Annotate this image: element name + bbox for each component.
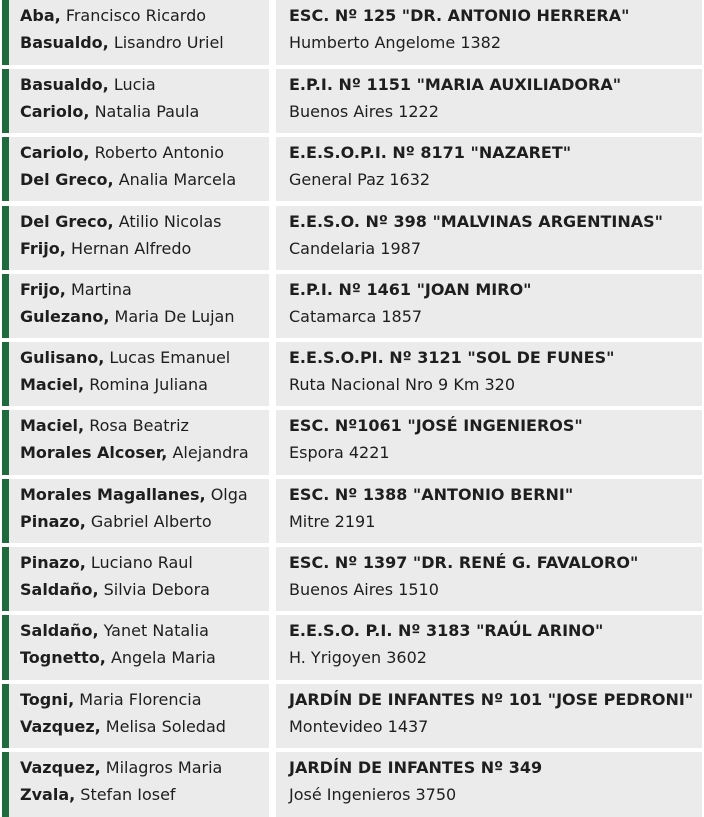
school-name: JARDÍN DE INFANTES Nº 101 "JOSE PEDRONI" xyxy=(289,690,694,709)
surname: Saldaño, xyxy=(20,621,99,640)
surname: Cariolo, xyxy=(20,102,90,121)
school-cell xyxy=(276,479,702,543)
person-name xyxy=(20,348,230,368)
given-name: Silvia Debora xyxy=(103,580,210,599)
person-name xyxy=(20,717,226,737)
school-address: General Paz 1632 xyxy=(289,170,431,189)
surname: Cariolo, xyxy=(20,143,90,162)
school-cell xyxy=(276,0,702,65)
school-name: E.E.S.O.P.I. Nº 8171 "NAZARET" xyxy=(289,143,572,162)
school-address: Candelaria 1987 xyxy=(289,239,421,258)
surname: Aba, xyxy=(20,6,61,25)
person-name xyxy=(20,6,206,26)
person-name xyxy=(20,307,234,327)
person-name xyxy=(20,75,156,95)
school-address: Mitre 2191 xyxy=(289,512,376,531)
person-name xyxy=(20,375,208,395)
surname: Del Greco, xyxy=(20,170,114,189)
surname: Basualdo, xyxy=(20,75,109,94)
given-name: Francisco Ricardo xyxy=(65,6,207,25)
surname: Vazquez, xyxy=(20,758,101,777)
school-cell xyxy=(276,615,702,680)
table-row xyxy=(0,615,704,680)
surname: Pinazo, xyxy=(20,553,86,572)
surname: Vazquez, xyxy=(20,717,101,736)
surname: Saldaño, xyxy=(20,580,99,599)
surname: Morales Magallanes, xyxy=(20,485,206,504)
given-name: Luciano Raul xyxy=(90,553,193,572)
table-row xyxy=(0,206,704,270)
given-name: Alejandra xyxy=(172,443,249,462)
school-cell xyxy=(276,342,702,406)
school-address: Humberto Angelome 1382 xyxy=(289,33,502,52)
school-name: ESC. Nº1061 "JOSÉ INGENIEROS" xyxy=(289,416,583,435)
surname: Gulezano, xyxy=(20,307,110,326)
surname: Maciel, xyxy=(20,416,85,435)
given-name: Yanet Natalia xyxy=(103,621,209,640)
surname: Basualdo, xyxy=(20,33,109,52)
person-name xyxy=(20,648,216,668)
table-row xyxy=(0,0,704,65)
names-cell xyxy=(2,274,269,338)
person-name xyxy=(20,785,176,805)
school-name: ESC. Nº 1397 "DR. RENÉ G. FAVALORO" xyxy=(289,553,639,572)
given-name: Maria De Lujan xyxy=(114,307,235,326)
table-row xyxy=(0,684,704,748)
surname: Tognetto, xyxy=(20,648,106,667)
school-name: ESC. Nº 125 "DR. ANTONIO HERRERA" xyxy=(289,6,630,25)
names-cell xyxy=(2,342,269,406)
given-name: Rosa Beatriz xyxy=(89,416,189,435)
person-name xyxy=(20,621,209,641)
person-name xyxy=(20,280,132,300)
school-cell xyxy=(276,684,702,748)
school-cell xyxy=(276,69,702,133)
school-address: H. Yrigoyen 3602 xyxy=(289,648,427,667)
school-cell xyxy=(276,410,702,475)
table-row xyxy=(0,752,704,817)
names-cell xyxy=(2,479,269,543)
school-address: Espora 4221 xyxy=(289,443,390,462)
school-name: JARDÍN DE INFANTES Nº 349 xyxy=(289,758,543,777)
given-name: Martina xyxy=(70,280,132,299)
school-cell xyxy=(276,752,702,817)
school-cell xyxy=(276,137,702,201)
names-cell xyxy=(2,410,269,475)
table-row xyxy=(0,137,704,201)
names-cell xyxy=(2,137,269,201)
given-name: Natalia Paula xyxy=(94,102,200,121)
school-name: E.E.S.O.PI. Nº 3121 "SOL DE FUNES" xyxy=(289,348,615,367)
person-name xyxy=(20,580,210,600)
given-name: Lucia xyxy=(113,75,156,94)
person-name xyxy=(20,416,189,436)
names-cell xyxy=(2,206,269,270)
names-cell xyxy=(2,752,269,817)
surname: Frijo, xyxy=(20,239,66,258)
person-name xyxy=(20,553,193,573)
names-cell xyxy=(2,684,269,748)
table-row xyxy=(0,479,704,543)
surname: Del Greco, xyxy=(20,212,114,231)
table-row xyxy=(0,410,704,475)
school-address: Buenos Aires 1510 xyxy=(289,580,439,599)
given-name: Angela Maria xyxy=(110,648,216,667)
person-name xyxy=(20,512,212,532)
table-row xyxy=(0,547,704,611)
person-name xyxy=(20,170,236,190)
table-row xyxy=(0,69,704,133)
school-address: Catamarca 1857 xyxy=(289,307,423,326)
school-name: E.E.S.O. P.I. Nº 3183 "RAÚL ARINO" xyxy=(289,621,604,640)
given-name: Maria Florencia xyxy=(79,690,202,709)
person-name xyxy=(20,102,199,122)
surname: Gulisano, xyxy=(20,348,105,367)
given-name: Atilio Nicolas xyxy=(118,212,222,231)
school-cell xyxy=(276,547,702,611)
person-name xyxy=(20,485,248,505)
names-cell xyxy=(2,0,269,65)
school-address: Montevideo 1437 xyxy=(289,717,429,736)
given-name: Romina Juliana xyxy=(89,375,208,394)
surname: Zvala, xyxy=(20,785,76,804)
person-name xyxy=(20,239,191,259)
school-cell xyxy=(276,274,702,338)
given-name: Lucas Emanuel xyxy=(109,348,231,367)
person-name xyxy=(20,758,222,778)
person-name xyxy=(20,690,202,710)
school-name: E.P.I. Nº 1151 "MARIA AUXILIADORA" xyxy=(289,75,622,94)
given-name: Stefan Iosef xyxy=(80,785,176,804)
school-name: E.P.I. Nº 1461 "JOAN MIRO" xyxy=(289,280,532,299)
given-name: Olga xyxy=(210,485,248,504)
school-address: José Ingenieros 3750 xyxy=(289,785,457,804)
surname: Morales Alcoser, xyxy=(20,443,168,462)
names-cell xyxy=(2,69,269,133)
person-name xyxy=(20,443,249,463)
school-address: Ruta Nacional Nro 9 Km 320 xyxy=(289,375,516,394)
given-name: Melisa Soledad xyxy=(105,717,226,736)
school-name: E.E.S.O. Nº 398 "MALVINAS ARGENTINAS" xyxy=(289,212,663,231)
table-row xyxy=(0,342,704,406)
table-row xyxy=(0,274,704,338)
given-name: Gabriel Alberto xyxy=(90,512,212,531)
person-name xyxy=(20,33,224,53)
surname: Togni, xyxy=(20,690,75,709)
given-name: Hernan Alfredo xyxy=(70,239,192,258)
person-name xyxy=(20,212,221,232)
surname: Maciel, xyxy=(20,375,85,394)
school-address: Buenos Aires 1222 xyxy=(289,102,439,121)
given-name: Lisandro Uriel xyxy=(113,33,224,52)
names-cell xyxy=(2,547,269,611)
surname: Pinazo, xyxy=(20,512,86,531)
given-name: Milagros Maria xyxy=(105,758,223,777)
given-name: Roberto Antonio xyxy=(94,143,224,162)
person-name xyxy=(20,143,224,163)
names-cell xyxy=(2,615,269,680)
school-name: ESC. Nº 1388 "ANTONIO BERNI" xyxy=(289,485,574,504)
surname: Frijo, xyxy=(20,280,66,299)
school-cell xyxy=(276,206,702,270)
given-name: Analia Marcela xyxy=(118,170,237,189)
